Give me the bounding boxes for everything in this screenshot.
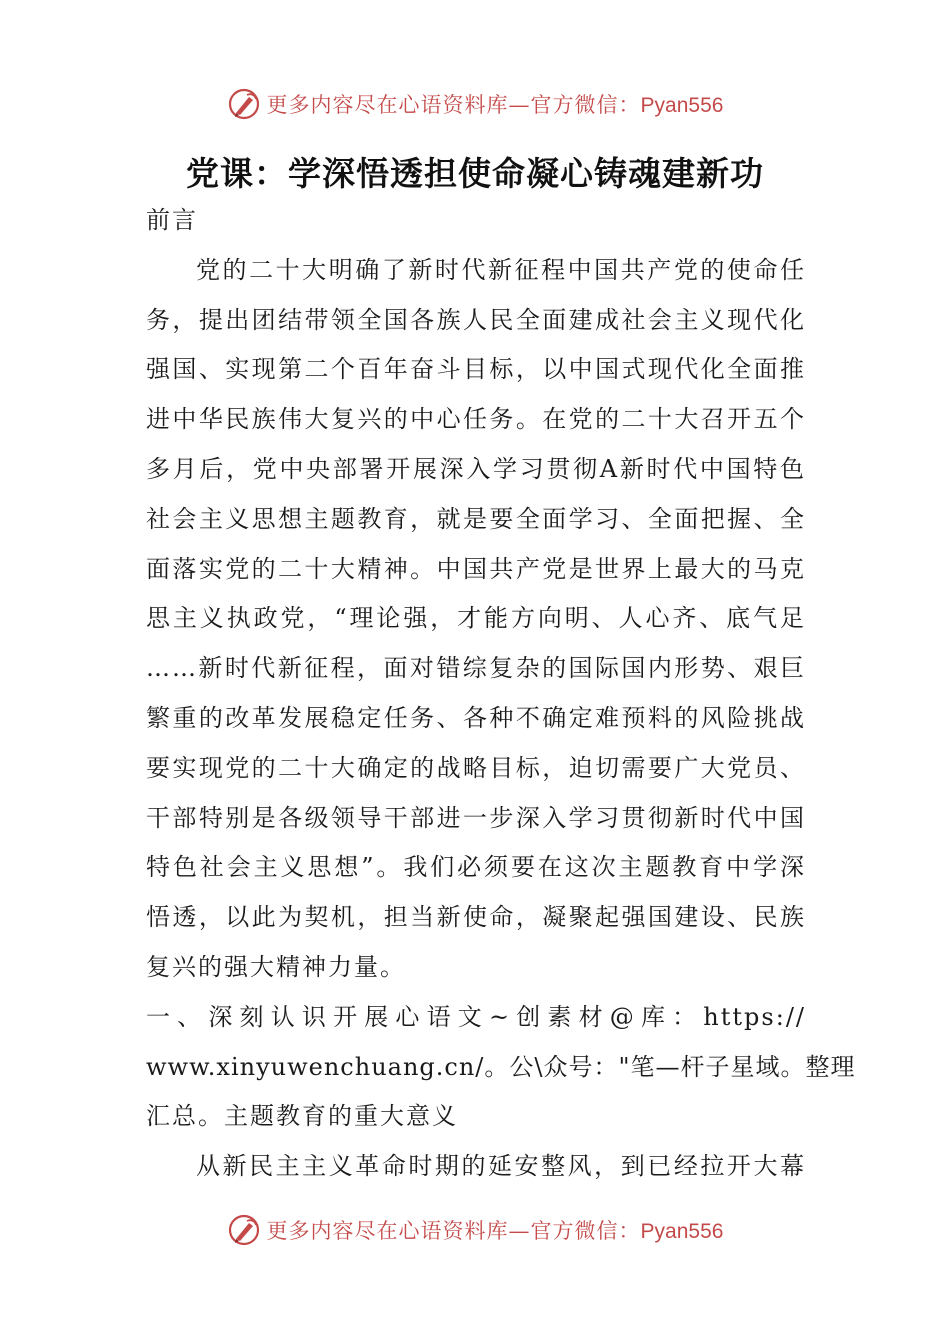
paragraph-line: 干部特别是各级领导干部进一步深入学习贯彻新时代中国 — [146, 803, 806, 832]
pen-logo-icon — [227, 87, 261, 121]
document-body — [146, 196, 856, 1192]
paragraph-line: 进中华民族伟大复兴的中心任务。在党的二十大召开五个 — [146, 405, 806, 434]
footer-watermark-banner — [0, 1210, 950, 1250]
section-heading-line: www.xinyuwenchuang.cn/。公\众号："笔—杆子星域。整理 — [146, 1052, 856, 1081]
section-heading-line: 一、深刻认识开展心语文~创素材@库：https:// — [146, 1002, 806, 1031]
watermark-text: 更多内容尽在心语资料库—官方微信：Pyan556 — [266, 93, 724, 117]
paragraph-line: 面落实党的二十大精神。中国共产党是世界上最大的马克 — [146, 554, 806, 583]
section-heading-line: 汇总。主题教育的重大意义 — [146, 1102, 458, 1131]
watermark-text: 更多内容尽在心语资料库—官方微信：Pyan556 — [266, 1219, 724, 1243]
paragraph-line: 强国、实现第二个百年奋斗目标，以中国式现代化全面推 — [146, 355, 806, 384]
section-heading-preface: 前言 — [146, 206, 198, 234]
paragraph-line: 社会主义思想主题教育，就是要全面学习、全面把握、全 — [146, 504, 806, 533]
paragraph-line: 从新民主主义革命时期的延安整风，到已经拉开大幕 — [196, 1152, 806, 1181]
paragraph-line: ……新时代新征程，面对错综复杂的国际国内形势、艰巨 — [146, 654, 806, 683]
document-title: 党课：学深悟透担使命凝心铸魂建新功 — [186, 154, 764, 193]
header-watermark-banner — [0, 84, 950, 124]
paragraph-line: 复兴的强大精神力量。 — [146, 952, 406, 981]
paragraph-line: 特色社会主义思想”。我们必须要在这次主题教育中学深 — [146, 853, 806, 882]
paragraph-line: 要实现党的二十大确定的战略目标，迫切需要广大党员、 — [146, 753, 806, 782]
paragraph-line: 党的二十大明确了新时代新征程中国共产党的使命任 — [196, 255, 806, 284]
paragraph-line: 繁重的改革发展稳定任务、各种不确定难预料的风险挑战 — [146, 703, 806, 732]
paragraph-line: 多月后，党中央部署开展深入学习贯彻A新时代中国特色 — [146, 454, 806, 483]
paragraph-line: 务，提出团结带领全国各族人民全面建成社会主义现代化 — [146, 305, 806, 334]
pen-logo-icon — [227, 1213, 261, 1247]
paragraph-line: 悟透，以此为契机，担当新使命，凝聚起强国建设、民族 — [146, 903, 806, 932]
paragraph-line: 思主义执政党，“理论强，才能方向明、人心齐、底气足 — [146, 604, 806, 633]
